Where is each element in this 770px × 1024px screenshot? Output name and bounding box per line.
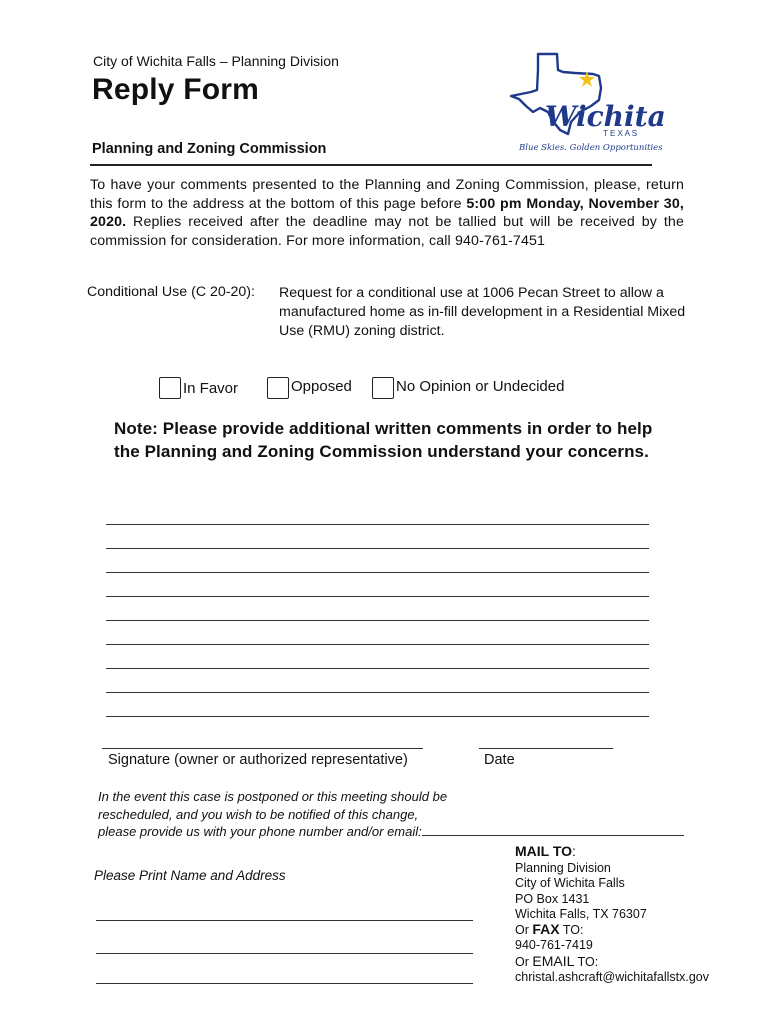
mail-to-heading: MAIL TO: bbox=[515, 843, 576, 859]
opposed-checkbox[interactable] bbox=[267, 377, 289, 399]
name-address-line[interactable] bbox=[96, 953, 473, 954]
comment-line[interactable] bbox=[106, 668, 649, 669]
logo-wordmark: Wichita bbox=[545, 100, 665, 133]
date-line[interactable] bbox=[479, 748, 613, 749]
comment-line[interactable] bbox=[106, 524, 649, 525]
postponed-line: please provide us with your phone number and/or email: bbox=[98, 824, 422, 839]
wichita-falls-logo bbox=[505, 50, 665, 156]
in-favor-checkbox[interactable] bbox=[159, 377, 181, 399]
in-favor-label: In Favor bbox=[183, 380, 239, 397]
address-line: Wichita Falls, TX 76307 bbox=[515, 906, 647, 921]
no-opinion-label: No Opinion or Undecided bbox=[396, 378, 565, 395]
option-in-favor[interactable] bbox=[159, 377, 238, 399]
intro-text-continued: Replies received after the deadline may not be tallied but will be received by the commission for consideration. For more information, call 940-761-7451 bbox=[90, 214, 684, 249]
intro-paragraph bbox=[90, 176, 684, 250]
commission-heading: Planning and Zoning Commission bbox=[92, 141, 327, 157]
case-label: Conditional Use (C 20-20): bbox=[87, 284, 255, 300]
comment-line[interactable] bbox=[106, 716, 649, 717]
address-line: City of Wichita Falls bbox=[515, 876, 625, 891]
address-line: Planning Division bbox=[515, 861, 611, 875]
deadline-text: 5:00 pm Monday, November 30, 2020. bbox=[90, 195, 684, 231]
opposed-label: Opposed bbox=[291, 378, 352, 395]
contact-field[interactable] bbox=[422, 823, 684, 836]
comment-line[interactable] bbox=[106, 620, 649, 621]
print-name-label: Please Print Name and Address bbox=[94, 868, 286, 883]
signature-line[interactable] bbox=[102, 748, 423, 749]
email-heading: Or EMAIL TO: bbox=[515, 952, 599, 969]
no-opinion-checkbox[interactable] bbox=[372, 377, 394, 399]
fax-number: 940-761-7419 bbox=[515, 938, 593, 953]
email-address[interactable]: christal.ashcraft@wichitafallstx.gov bbox=[515, 970, 710, 985]
page-title: Reply Form bbox=[92, 73, 260, 106]
comment-line[interactable] bbox=[106, 596, 649, 597]
name-address-line[interactable] bbox=[96, 983, 473, 984]
postponed-line: rescheduled, and you wish to be notified of this change, bbox=[98, 806, 419, 822]
postponed-line: In the event this case is postponed or this meeting should be bbox=[98, 789, 448, 804]
intro-text: To have your comments presented to the Planning and Zoning Commission, please, return this form to the address at the bottom of this page before bbox=[90, 177, 684, 212]
logo-state: T E X A S bbox=[603, 129, 638, 138]
organization-name: City of Wichita Falls – Planning Division bbox=[93, 53, 339, 69]
comment-line[interactable] bbox=[106, 692, 649, 693]
signature-label: Signature (owner or authorized representative) bbox=[108, 752, 408, 768]
name-address-line[interactable] bbox=[96, 920, 473, 921]
comments-note: Note: Please provide additional written comments in order to help the Planning and Zoning Commission understand your concerns. bbox=[114, 419, 653, 461]
fax-heading: Or FAX TO: bbox=[515, 921, 584, 938]
header-divider bbox=[90, 164, 652, 166]
comment-line[interactable] bbox=[106, 548, 649, 549]
comment-line[interactable] bbox=[106, 644, 649, 645]
mailing-address bbox=[515, 861, 709, 985]
postponed-notice bbox=[98, 788, 718, 841]
logo-tagline: Blue Skies. Golden Opportunities bbox=[519, 143, 663, 153]
comment-line[interactable] bbox=[106, 572, 649, 573]
date-label: Date bbox=[484, 752, 515, 768]
address-line: PO Box 1431 bbox=[515, 891, 590, 906]
case-description: Request for a conditional use at 1006 Pecan Street to allow a manufactured home as in-fill development in a Residential Mixed Use (RMU) zoning district. bbox=[279, 285, 686, 339]
option-opposed[interactable] bbox=[267, 377, 352, 399]
option-no-opinion[interactable] bbox=[372, 377, 564, 399]
